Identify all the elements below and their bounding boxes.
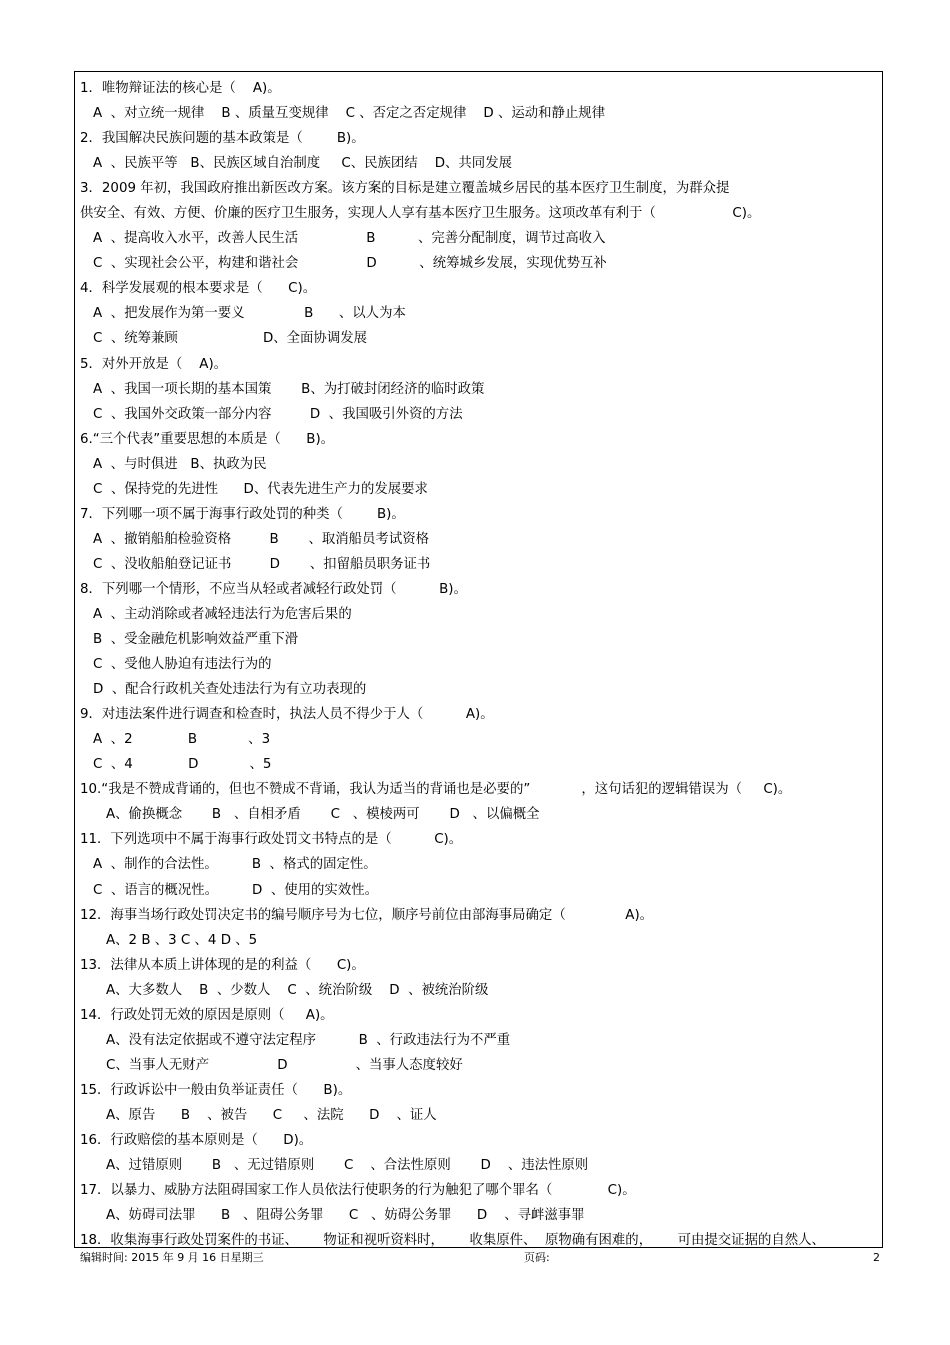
option-line: A、没有法定依据或不遵守法定程序 B 、行政违法行为不严重 (106, 1032, 511, 1048)
option-line: A 、主动消除或者减轻违法行为危害后果的 (93, 606, 352, 622)
question-line: 10.“我是不赞成背诵的，但也不赞成不背诵，我认为适当的背诵也是必要的” ，这句话犯的逻辑错误为（ C)。 (80, 782, 792, 798)
question-line: 9．对违法案件进行调查和检查时，执法人员不得少于人（ A)。 (80, 707, 494, 723)
option-line: C 、我国外交政策一部分内容 D 、我国吸引外资的方法 (93, 406, 463, 422)
option-line: C 、实现社会公平，构建和谐社会 D 、统筹城乡发展，实现优势互补 (93, 256, 607, 272)
question-list (80, 76, 880, 1253)
question-line: 13．法律从本质上讲体现的是的利益（ C)。 (80, 957, 365, 973)
question-line: 6.“三个代表”重要思想的本质是（ B)。 (80, 431, 335, 447)
option-line: A、2 B 、3 C 、4 D 、5 (106, 932, 258, 948)
option-line: C 、统筹兼顾 D、全面协调发展 (93, 331, 367, 347)
question-line: 16．行政赔偿的基本原则是（ D)。 (80, 1132, 313, 1148)
question-line: 8．下列哪一个情形，不应当从轻或者减轻行政处罚（ B)。 (80, 581, 467, 597)
question-line: 17．以暴力、威胁方法阻碍国家工作人员依法行使职务的行为触犯了哪个罪名（ C)。 (80, 1183, 636, 1199)
question-line: 1．唯物辩证法的核心是（ A)。 (80, 81, 281, 96)
option-line: A 、民族平等 B、民族区域自治制度 C、民族团结 D、共同发展 (93, 156, 512, 172)
option-line: A 、制作的合法性。 B 、格式的固定性。 (93, 857, 377, 873)
option-line: A 、把发展作为第一要义 B 、以人为本 (93, 306, 406, 322)
option-line: A、妨碍司法罪 B 、阻碍公务罪 C 、妨碍公务罪 D 、寻衅滋事罪 (106, 1208, 585, 1224)
option-line: A 、我国一项长期的基本国策 B、为打破封闭经济的临时政策 (93, 381, 485, 397)
question-line: 2．我国解决民族问题的基本政策是（ B)。 (80, 131, 365, 147)
question-line: 供安全、有效、方便、价廉的医疗卫生服务，实现人人享有基本医疗卫生服务。这项改革有利于（ C)。 (80, 206, 761, 222)
option-line: A、大多数人 B 、少数人 C 、统治阶级 D 、被统治阶级 (106, 982, 489, 998)
question-line: 11．下列选项中不属于海事行政处罚文书特点的是（ C)。 (80, 832, 463, 848)
option-line: C 、没收船舶登记证书 D 、扣留船员职务证书 (93, 556, 431, 572)
question-line: 7．下列哪一项不属于海事行政处罚的种类（ B)。 (80, 506, 405, 522)
option-line: A 、与时俱进 B、执政为民 (93, 456, 267, 472)
question-line: 14．行政处罚无效的原因是原则（ A)。 (80, 1007, 334, 1023)
option-line: D 、配合行政机关查处违法行为有立功表现的 (93, 682, 367, 698)
option-line: C 、保持党的先进性 D、代表先进生产力的发展要求 (93, 481, 428, 497)
option-line: C 、受他人胁迫有违法行为的 (93, 657, 272, 673)
option-line: A、过错原则 B 、无过错原则 C 、合法性原则 D 、违法性原则 (106, 1158, 589, 1174)
question-line: 12．海事当场行政处罚决定书的编号顺序号为七位，顺序号前位由部海事局确定（ A)。 (80, 907, 654, 923)
option-line: C 、语言的概况性。 D 、使用的实效性。 (93, 882, 378, 898)
option-line: B 、受金融危机影响效益严重下滑 (93, 632, 299, 648)
question-line: 15．行政诉讼中一般由负举证责任（ B)。 (80, 1082, 352, 1098)
question-line: 3．2009 年初，我国政府推出新医改方案。该方案的目标是建立覆盖城乡居民的基本医疗卫生制度，为群众提 (80, 181, 730, 197)
question-line: 4．科学发展观的根本要求是（ C)。 (80, 281, 317, 297)
page-label: 页码: (524, 1251, 550, 1264)
edit-time: 编辑时间: 2015 年 9 月 16 日星期三 (80, 1251, 264, 1264)
option-line: A 、对立统一规律 B 、质量互变规律 C 、否定之否定规律 D 、运动和静止规律 (93, 106, 606, 122)
option-line: A 、提高收入水平，改善人民生活 B 、完善分配制度，调节过高收入 (93, 231, 606, 247)
page-number: 2 (873, 1251, 880, 1264)
option-line: A 、撤销船舶检验资格 B 、取消船员考试资格 (93, 531, 429, 547)
option-line: A、偷换概念 B 、自相矛盾 C 、模棱两可 D 、以偏概全 (106, 807, 540, 823)
page-footer (80, 1250, 880, 1266)
option-line: A、原告 B 、被告 C 、法院 D 、证人 (106, 1107, 437, 1123)
option-line: C、当事人无财产 D 、当事人态度较好 (106, 1057, 463, 1073)
question-line: 5．对外开放是（ A)。 (80, 356, 228, 372)
option-line: C 、4 D 、5 (93, 757, 272, 773)
question-line: 18．收集海事行政处罚案件的书证、 物证和视听资料时， 收集原件、 原物确有困难的， 可由提交证据的自然人、 (80, 1233, 825, 1249)
option-line: A 、2 B 、3 (93, 732, 271, 748)
